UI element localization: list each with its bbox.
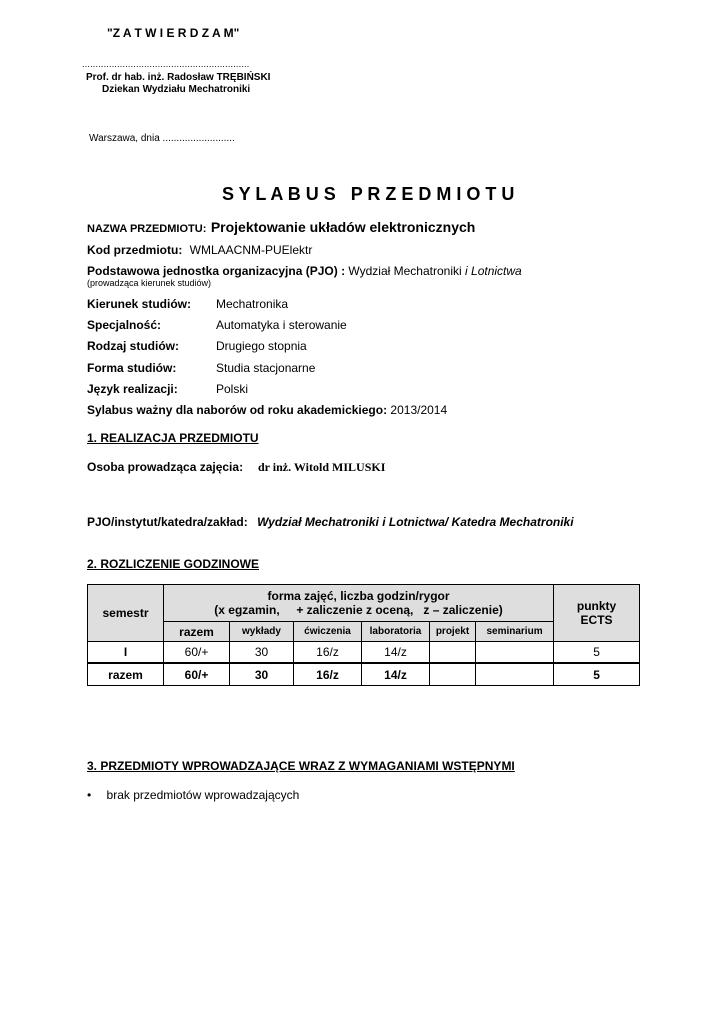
code-row: [87, 243, 312, 257]
valid-label: Sylabus ważny dla naborów od roku akademickiego:: [87, 403, 388, 417]
table-cell: [476, 642, 554, 664]
semester-header: semestr: [88, 585, 164, 642]
table-cell: 16/z: [294, 642, 362, 664]
lang-label: Język realizacji:: [87, 382, 178, 396]
spec-label: Specjalność:: [87, 318, 162, 332]
ects-header: [554, 585, 640, 642]
table-cell: I: [88, 642, 164, 664]
valid-value: 2013/2014: [390, 403, 448, 417]
table-cell: [430, 663, 476, 686]
table-header-row: [88, 585, 640, 622]
approval-heading: "Z A T W I E R D Z A M": [107, 26, 240, 40]
table-cell: 14/z: [362, 642, 430, 664]
subheader-wyklady: wykłady: [230, 622, 294, 642]
unit-label: PJO/instytut/katedra/zakład:: [87, 515, 248, 529]
unit-value: Wydział Mechatroniki i Lotnictwa/ Katedra Mechatroniki: [257, 515, 574, 529]
form-header-line1: forma zajęć, liczba godzin/rygor: [267, 589, 450, 603]
type-value: Drugiego stopnia: [216, 339, 307, 353]
signer-name: Prof. dr hab. inż. Radosław TRĘBIŃSKI: [86, 72, 271, 83]
table-cell: 16/z: [294, 663, 362, 686]
lecturer-label: Osoba prowadząca zajęcia:: [87, 460, 244, 474]
subheader-seminarium: seminarium: [476, 622, 554, 642]
subject-row: [87, 219, 475, 237]
table-cell: 5: [554, 642, 640, 664]
ects-header-line2: ECTS: [580, 613, 613, 627]
pjo-value: Wydział Mechatroniki: [348, 264, 462, 278]
subheader-laboratoria: laboratoria: [362, 622, 430, 642]
subject-label: NAZWA PRZEDMIOTU:: [87, 223, 207, 235]
page-title: S Y L A B U S P R Z E D M I O T U: [222, 184, 515, 204]
pjo-note: (prowadząca kierunek studiów): [87, 278, 212, 288]
form-value: Studia stacjonarne: [216, 361, 316, 375]
type-label: Rodzaj studiów:: [87, 339, 179, 353]
list-item-text: brak przedmiotów wprowadzających: [106, 788, 300, 802]
lecturer-value: dr inż. Witold MILUSKI: [258, 460, 386, 474]
subheader-razem: razem: [164, 622, 230, 642]
subheader-cwiczenia: ćwiczenia: [294, 622, 362, 642]
subheader-projekt: projekt: [430, 622, 476, 642]
table-cell: 30: [230, 663, 294, 686]
section1-heading: 1. REALIZACJA PRZEDMIOTU: [87, 431, 259, 445]
ects-header-line1: punkty: [576, 599, 617, 613]
unit-row: [87, 515, 574, 529]
signer-title: Dziekan Wydziału Mechatroniki: [102, 84, 251, 95]
table-cell: razem: [88, 663, 164, 686]
table-cell: 60/+: [164, 642, 230, 664]
pjo-label: Podstawowa jednostka organizacyjna (PJO) :: [87, 264, 346, 278]
bullet-icon: •: [87, 788, 92, 802]
table-cell: 30: [230, 642, 294, 664]
table-cell: 14/z: [362, 663, 430, 686]
code-value: WMLAACNM-PUElektr: [189, 243, 313, 257]
lang-value: Polski: [216, 382, 249, 396]
spec-value: Automatyka i sterowanie: [216, 318, 347, 332]
pjo-row: [87, 264, 522, 278]
table-row: [88, 642, 640, 664]
table-total-row: [88, 663, 640, 686]
field-label: Kierunek studiów:: [87, 297, 192, 311]
field-value: Mechatronika: [216, 297, 289, 311]
approval-signature-dots: ..............................................................: [82, 59, 250, 69]
section3-heading: 3. PRZEDMIOTY WPROWADZAJĄCE WRAZ Z WYMAGANIAMI WSTĘPNYMI: [87, 759, 515, 773]
valid-row: [87, 403, 447, 417]
code-label: Kod przedmiotu:: [87, 243, 183, 257]
form-header-line2: (x egzamin, + zaliczenie z oceną, z – zaliczenie): [214, 603, 503, 617]
list-item: [87, 788, 299, 802]
pjo-value-italic: i Lotnictwa: [465, 264, 522, 278]
form-header: [164, 585, 554, 622]
table-cell: 5: [554, 663, 640, 686]
table-cell: 60/+: [164, 663, 230, 686]
hours-table: [87, 584, 640, 686]
place-date: Warszawa, dnia ..........................: [89, 133, 235, 144]
table-cell: [430, 642, 476, 664]
form-label: Forma studiów:: [87, 361, 177, 375]
subject-value: Projektowanie układów elektronicznych: [210, 219, 476, 235]
section2-heading: 2. ROZLICZENIE GODZINOWE: [87, 557, 260, 571]
table-cell: [476, 663, 554, 686]
